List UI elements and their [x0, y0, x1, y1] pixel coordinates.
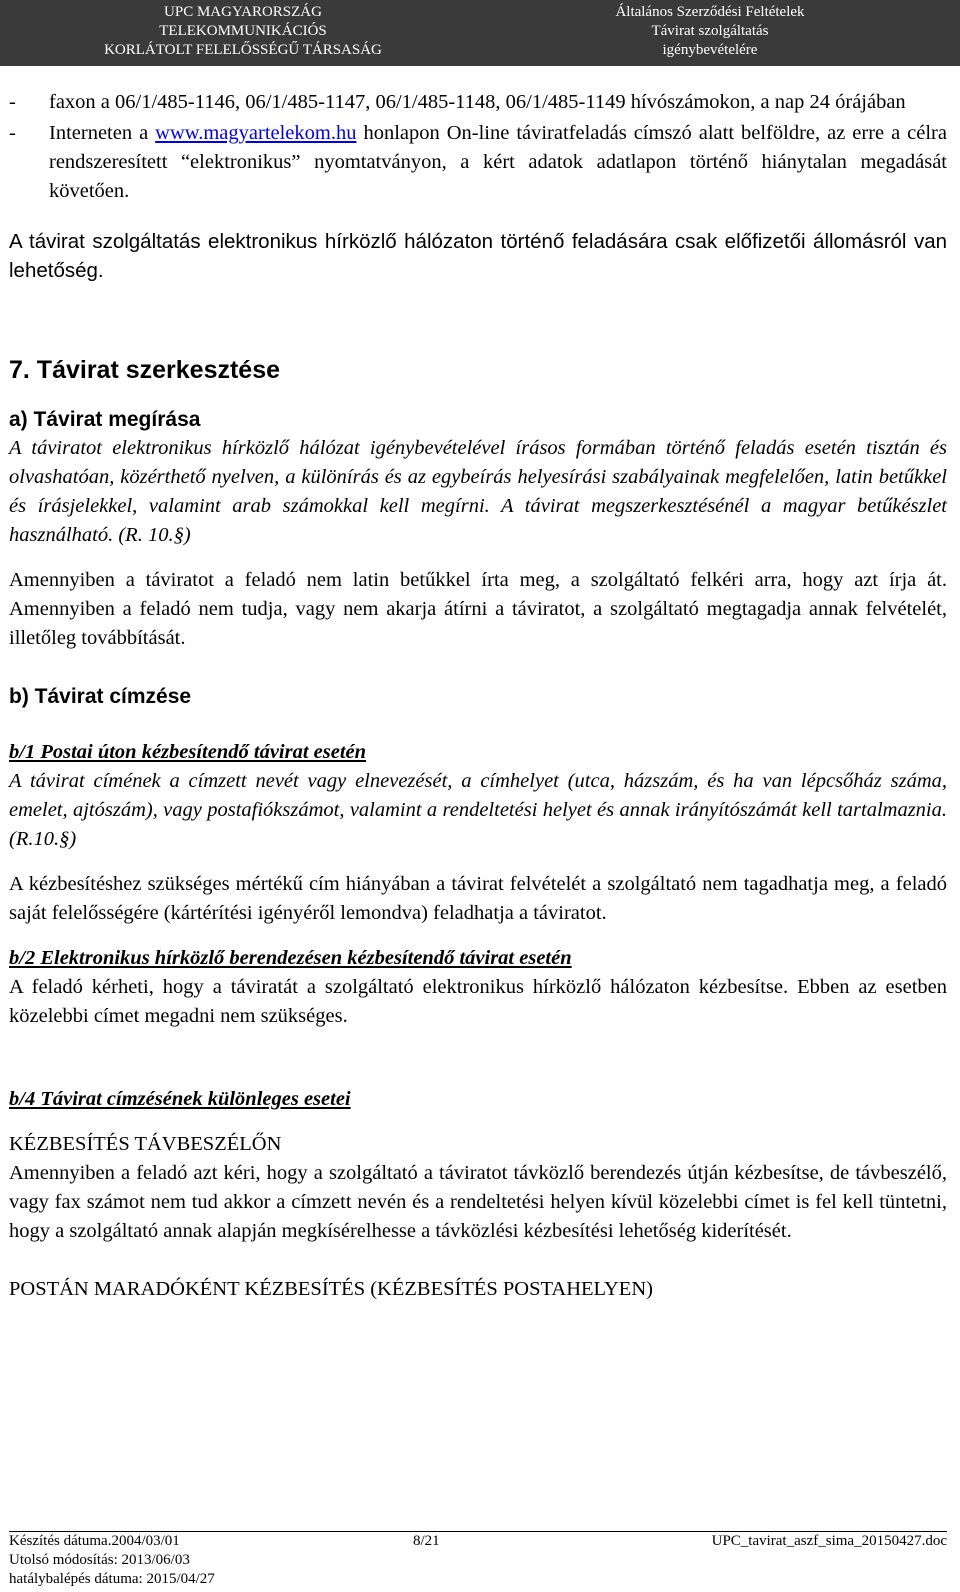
document-footer	[9, 1531, 947, 1589]
postan-marado-title: POSTÁN MARADÓKÉNT KÉZBESÍTÉS (KÉZBESÍTÉS POSTAHELYEN)	[9, 1278, 653, 1300]
list-item	[9, 119, 947, 206]
bullet-text-internet	[49, 119, 947, 206]
subsection-b1-italic-text: A távirat címének a címzett nevét vagy elnevezését, a címhelyet (utca, házszám, és ha van lépcsőház száma, emelet, ajtószám), vagy postafiókszámot, valamint a rendeltetési helyet és annak irányítószámát kell tartalmaznia. (R.10.§)	[9, 770, 947, 850]
footer-created-date: Készítés dátuma.2004/03/01	[9, 1533, 180, 1549]
bullet-text-pre: Interneten a	[49, 122, 156, 144]
document-body	[9, 88, 947, 1304]
bullet-text-post: honlapon On-line táviratfeladás címszó alatt belföldre, az erre a célra rendszeresített “elektronikus” nyomtatványon, a kért adatok adatlapon történő hiánytalan megadását követően.	[49, 122, 947, 202]
subsection-b2-title: b/2 Elektronikus hírközlő berendezésen kézbesítendő távirat esetén	[9, 947, 572, 969]
header-company-line: KORLÁTOLT FELELŐSSÉGŰ TÁRSASÁG	[104, 42, 382, 58]
subsection-b1-paragraph: A kézbesítéshez szükséges mértékű cím hiányában a távirat felvételét a szolgáltató nem tagadhatja meg, a feladó saját felelősségére (kártérítési igényéről lemondva) feladhatja a táviratot.	[9, 873, 947, 924]
kezbesites-tavbeszelon-paragraph: Amennyiben a feladó azt kéri, hogy a szolgáltató a táviratot távközlő berendezés útján kézbesítse, de távbeszélő, vagy fax számot nem tud akkor a címzett nevén és a rendeltetési helyen kívül közelebbi címet is fel kell tüntetni, hogy a szolgáltató annak alapján megkísérelhesse a távközlési kézbesítési lehetőség kiderítését.	[9, 1162, 947, 1242]
header-company-line: TELEKOMMUNIKÁCIÓS	[159, 23, 327, 39]
footer-page-number: 8/21	[413, 1533, 440, 1549]
subsection-b1-title: b/1 Postai úton kézbesítendő távirat esetén	[9, 741, 367, 763]
bullet-dash: -	[9, 91, 16, 113]
header-title-line: igénybevételére	[662, 42, 758, 58]
subsection-b4-title: b/4 Távirat címzésének különleges esetei	[9, 1088, 351, 1110]
subsection-b2-paragraph: A feladó kérheti, hogy a táviratát a szolgáltató elektronikus hírközlő hálózaton kézbesítse. Ebben az esetben közelebbi címet megadni nem szükséges.	[9, 976, 947, 1027]
bullet-dash: -	[9, 122, 16, 144]
header-company	[78, 3, 408, 60]
footer-modified-date: Utolsó módosítás: 2013/06/03	[9, 1552, 190, 1568]
kezbesites-tavbeszelon-title: KÉZBESÍTÉS TÁVBESZÉLŐN	[9, 1133, 282, 1155]
header-doc-title	[580, 3, 840, 60]
subsection-b-title: b) Távirat címzése	[9, 685, 192, 708]
website-link[interactable]: www.magyartelekom.hu	[155, 122, 357, 144]
subsection-a-title: a) Távirat megírása	[9, 408, 201, 431]
subsection-a-paragraph: Amennyiben a táviratot a feladó nem latin betűkkel írta meg, a szolgáltató felkéri arra, hogy azt írja át. Amennyiben a feladó nem tudja, vagy nem akarja átírni a táviratot, a szolgáltató megtagadja annak felvételét, illetőleg továbbítását.	[9, 569, 947, 649]
header-title-line: Távirat szolgáltatás	[651, 23, 769, 39]
footer-effective-date: hatálybalépés dátuma: 2015/04/27	[9, 1571, 215, 1587]
footer-filename: UPC_tavirat_aszf_sima_20150427.doc	[711, 1533, 947, 1549]
header-title-line: Általános Szerződési Feltételek	[615, 4, 805, 20]
subsection-a-italic-text: A táviratot elektronikus hírközlő hálózat igénybevételével írásos formában történő feladás esetén tisztán és olvashatóan, közérthető nyelven, a különírás és az egybeírás helyesírási szabályainak megfelelően, latin betűkkel és írásjelekkel, valamint arab számokkal kell megírni. A távirat megszerkesztésénél a magyar betűkészlet használható. (R. 10.§)	[9, 437, 947, 546]
document-header	[0, 0, 960, 66]
footer-row	[9, 1551, 947, 1570]
footer-row	[9, 1532, 947, 1551]
footer-row	[9, 1570, 947, 1589]
list-item	[9, 88, 947, 117]
section-title: 7. Távirat szerkesztése	[9, 356, 281, 384]
online-paragraph: A távirat szolgáltatás elektronikus hírközlő hálózaton történő feladására csak előfizetői állomásról van lehetőség.	[9, 230, 947, 282]
header-company-line: UPC MAGYARORSZÁG	[164, 4, 322, 20]
bullet-text-fax: faxon a 06/1/485-1146, 06/1/485-1147, 06/1/485-1148, 06/1/485-1149 hívószámokon, a nap 24 órájában	[49, 91, 906, 113]
